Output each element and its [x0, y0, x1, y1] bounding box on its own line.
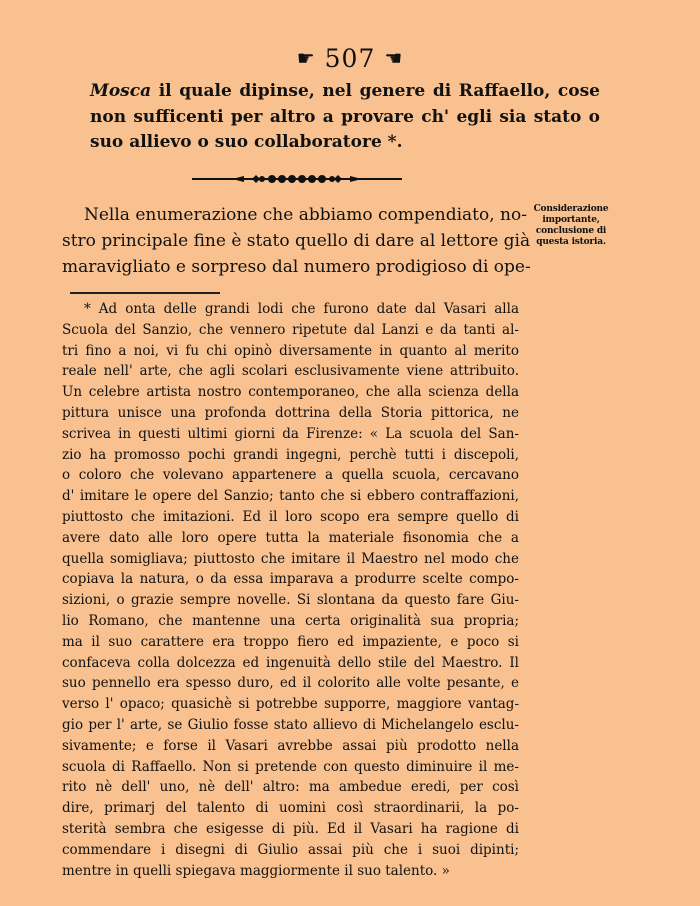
text-line: suo allievo o suo collaboratore *.: [90, 132, 403, 152]
footnote-line: pittura unisce una profonda dottrina della Storia pittorica, ne: [62, 404, 519, 421]
footnote-line: commendare i disegni di Giulio assai più che i suoi dipinti;: [62, 841, 519, 858]
top-paragraph: [90, 79, 600, 156]
footnote-line: lio Romano, che mantenne una certa originalità sua propria;: [62, 612, 519, 629]
page-number-header: [0, 44, 700, 73]
footnote-line: confaceva colla dolcezza ed ingenuità dello stile del Maestro. Il: [62, 654, 519, 671]
footnote-line: verso l' opaco; quasichè si potrebbe supporre, maggiore vantag-: [62, 696, 519, 713]
footnote-line: avere dato alle loro opere tutta la materiale fisonomia che a: [62, 529, 519, 546]
footnote-line: * Ad onta delle grandi lodi che furono date dal Vasari alla: [84, 301, 519, 317]
ornamental-divider: [192, 171, 402, 187]
footnote-line: scuola di Raffaello. Non si pretende con questo diminuire il me-: [62, 758, 519, 775]
footnote-line: suo pennello era spesso duro, ed il colorito alle volte pesante, e: [62, 675, 519, 692]
footnote-line: Un celebre artista nostro contemporaneo, che alla scienza della: [62, 384, 519, 401]
footnote-line: reale nell' arte, che agli scolari esclusivamente viene attribuito.: [62, 363, 519, 380]
footnote-line: ma il suo carattere era troppo fiero ed impaziente, e poco si: [62, 633, 519, 650]
footnote-rule: [70, 292, 220, 294]
footnote-line: scrivea in questi ultimi giorni da Firenze: « La scuola del San-: [62, 425, 519, 442]
footnote-line: Scuola del Sanzio, che vennero ripetute dal Lanzi e da tanti al-: [62, 321, 519, 338]
footnote-line: sizioni, o grazie sempre novelle. Si slontana da questo fare Giu-: [62, 592, 519, 609]
footnote-line: d' imitare le opere del Sanzio; tanto che si ebbero contraffazioni,: [62, 488, 519, 505]
page-number: 507: [324, 44, 376, 73]
footnote-line: tri fino a noi, vi fu chi opinò diversamente in quanto al merito: [62, 342, 519, 359]
painter-name: Mosca: [90, 81, 152, 101]
text-line: non sufficenti per altro a provare ch' egli sia stato o: [90, 106, 600, 127]
footnote-line: rito nè dell' uno, nè dell' altro: ma ambedue eredi, per così: [62, 779, 519, 796]
footnote-line: piuttosto che imitazioni. Ed il loro scopo era sempre quello di: [62, 508, 519, 525]
footnote-line: dire, primarj del talento di uomini così straordinarii, la po-: [62, 800, 519, 817]
text-line: Nella enumerazione che abbiamo compendiato, no-: [84, 205, 527, 225]
pointing-hand-right-icon: ☚: [384, 46, 404, 70]
main-paragraph: [62, 202, 531, 280]
footnote-line: copiava la natura, o da essa imparava a produrre scelte compo-: [62, 571, 519, 588]
footnote-line: sterità sembra che esigesse di più. Ed il Vasari ha ragione di: [62, 820, 519, 837]
footnote: [62, 299, 519, 881]
margin-note: Considerazione importante, conclusione di questa istoria.: [533, 204, 609, 247]
footnote-line: gio per l' arte, se Giulio fosse stato allievo di Michelangelo esclu-: [62, 716, 519, 733]
text-line: Mosca il quale dipinse, nel genere di Raffaello, cose: [90, 81, 600, 101]
text-line: stro principale fine è stato quello di dare al lettore già: [62, 231, 531, 251]
text-line: maravigliato e sorpreso dal numero prodigioso di ope-: [62, 257, 531, 277]
footnote-line: sivamente; e forse il Vasari avrebbe assai più prodotto nella: [62, 737, 519, 754]
footnote-line: mentre in quelli spiegava maggiormente il suo talento. »: [62, 862, 450, 879]
footnote-line: quella somigliava; piuttosto che imitare il Maestro nel modo che: [62, 550, 519, 567]
pointing-hand-left-icon: ☛: [296, 46, 316, 70]
footnote-line: o coloro che volevano appartenere a quella scuola, cercavano: [62, 467, 519, 484]
footnote-line: zio ha promosso pochi grandi ingegni, perchè tutti i discepoli,: [62, 446, 519, 463]
